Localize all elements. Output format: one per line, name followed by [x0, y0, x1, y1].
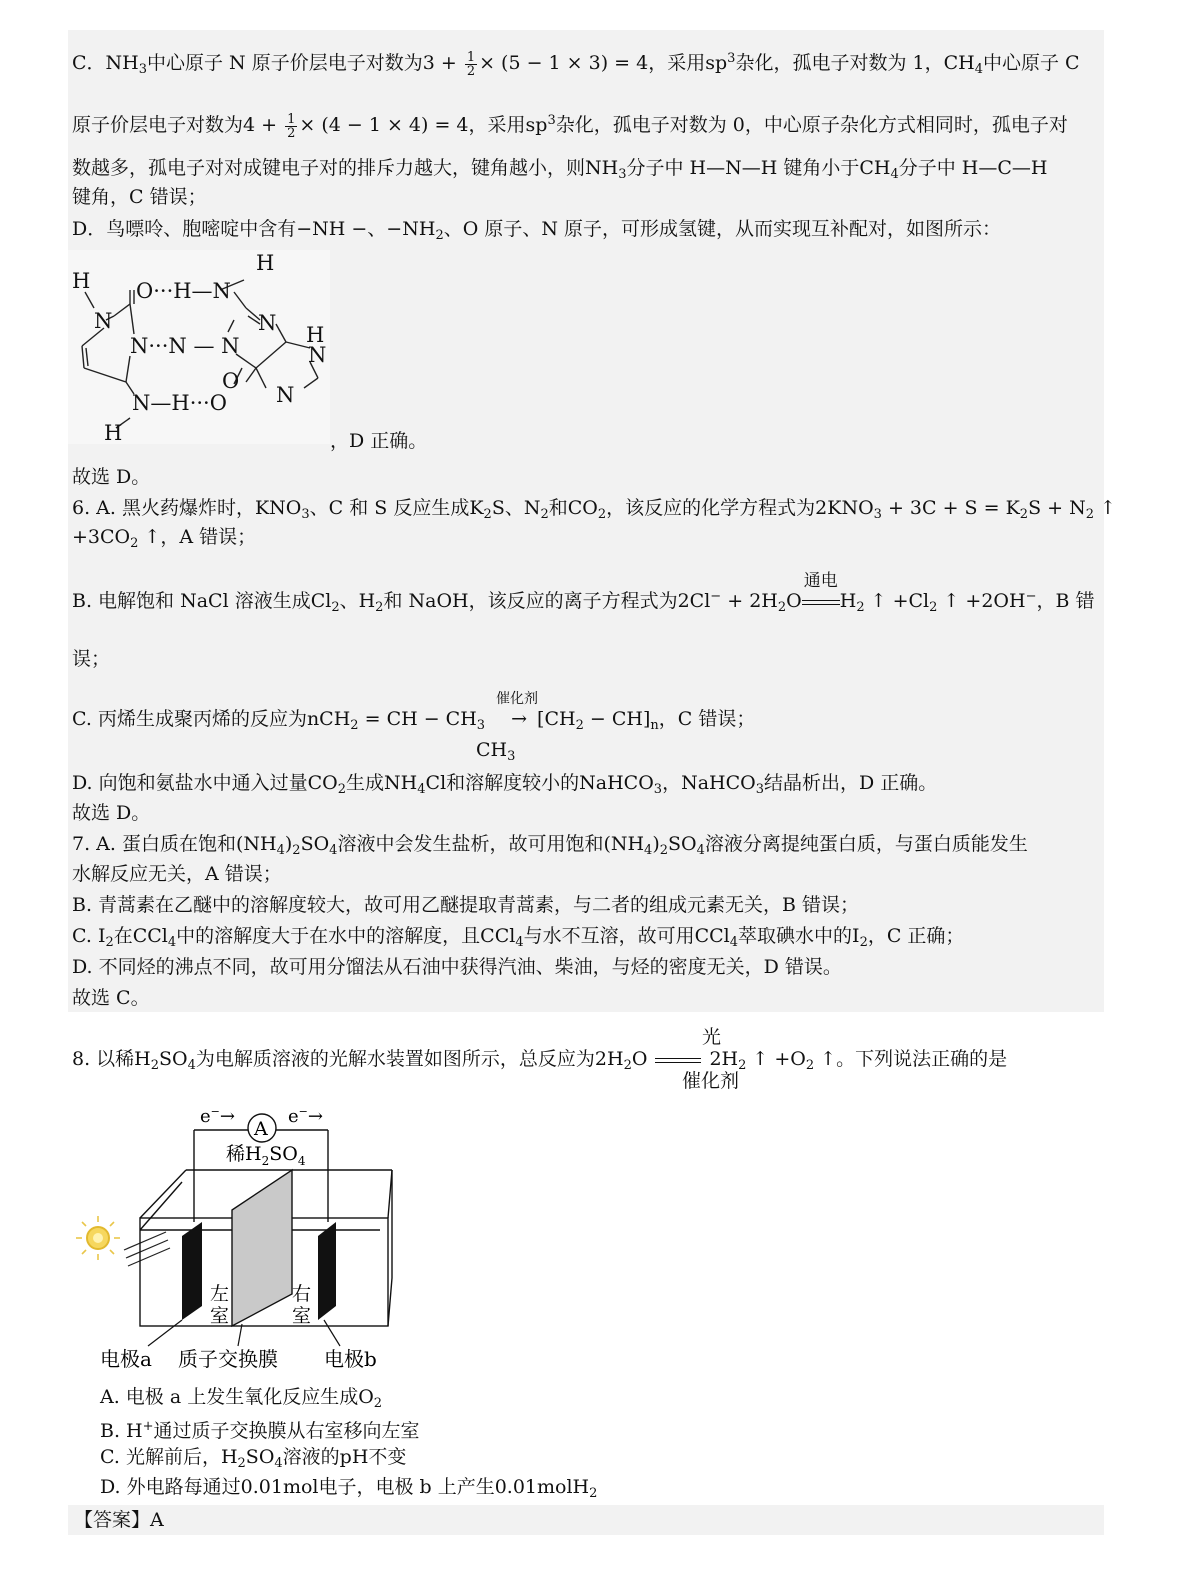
- svg-text:e−→: e−→: [288, 1105, 323, 1127]
- base-pair-figure: [68, 250, 330, 444]
- svg-text:稀H2SO4: 稀$H_2SO_4$: [226, 1143, 306, 1168]
- svg-text:N—H···O: N—H···O: [132, 391, 227, 415]
- svg-text:e−→: e−→: [200, 1105, 235, 1127]
- svg-text:O···H—N: O···H—N: [136, 279, 231, 303]
- svg-text:H: H: [104, 421, 123, 444]
- svg-text:左: 左: [210, 1283, 230, 1305]
- svg-text:A: A: [254, 1118, 268, 1140]
- svg-text:O: O: [222, 369, 240, 393]
- q8-cond-bottom: 催化剂: [682, 1070, 740, 1092]
- photolysis-apparatus-figure: [70, 1100, 410, 1380]
- fraction-half: $\frac{1}{2}$: [287, 111, 296, 141]
- q8-stem: 8. 以稀$H_2SO_4$为电解质溶液的光解水装置如图所示，总反应为$2H_2O$ $2H_2$ ↑ $+O_2$ ↑。下列说法正确的是: [72, 1048, 1008, 1073]
- q8-cond-top: 光: [702, 1026, 722, 1048]
- base-pair-structure-svg: [68, 250, 330, 444]
- svg-text:室: 室: [210, 1305, 230, 1327]
- svg-text:H: H: [306, 323, 325, 347]
- catalyst-label: 催化剂: [496, 691, 538, 707]
- q7-a-line2: 水解反应无关，A 错误；: [72, 863, 282, 885]
- q8-option-b[interactable]: B. H+通过质子交换膜从右室移向左室: [100, 1419, 420, 1442]
- q7-b-line: B. 青蒿素在乙醚中的溶解度较大，故可用乙醚提取青蒿素，与二者的组成元素无关，B 错误；: [72, 894, 860, 916]
- sun-icon: [76, 1216, 170, 1266]
- q6-c-line: C. 丙烯生成聚丙烯的反应为nCH$_2$ = CH − $CH_3 \to [CH_2 - CH]_n$，C 错误；: [72, 708, 756, 733]
- q6-d-line: D. 向饱和氨盐水中通入过量$CO_2$生成$NH_4Cl$和溶解度较小的NaHCO$_3$，NaHCO$_3$结晶析出，D 正确。: [72, 772, 938, 797]
- svg-text:N: N: [258, 311, 277, 335]
- fraction-half: $\frac{1}{2}$: [466, 49, 476, 79]
- answer-label: 【答案】A: [74, 1509, 164, 1531]
- q7-choose: 故选 C。: [72, 987, 150, 1009]
- svg-text:电极b: 电极b: [324, 1347, 377, 1371]
- c-line3: 数越多，孤电子对对成键电子对的排斥力越大，键角越小，则$NH_3$分子中 H—N—H 键角小于$CH_4$分子中 H—C—H: [72, 157, 1048, 182]
- q7-c-line: C. $I_2$在CCl$_4$中的溶解度大于在水中的溶解度，且CCl$_4$与水不互溶，故可用CCl$_4$萃取碘水中的$I_2$，C 正确；: [72, 925, 965, 950]
- svg-text:N: N: [276, 383, 295, 407]
- q7-d-line: D. 不同烃的沸点不同，故可用分馏法从石油中获得汽油、柴油，与烃的密度无关，D 错误。: [72, 956, 842, 978]
- svg-text:N···N — N: N···N — N: [130, 334, 240, 358]
- answer-background: [68, 1505, 1104, 1535]
- q6-b-line: B. 电解饱和 NaCl 溶液生成$Cl_2$、$H_2$和 NaOH，该反应的离子方程式为$2Cl^- + 2H_2O$ 通电 $H_2$ ↑ $+Cl_2$ ↑ +2OH−，B 错: [72, 571, 1095, 615]
- q8-option-d[interactable]: D. 外电路每通过0.01mol电子，电极 b 上产生0.01molH$_2$: [100, 1476, 598, 1501]
- q7-a-line1: 7. A. 蛋白质在饱和$(NH_4)_2SO_4$溶液中会发生盐析，故可用饱和$(NH_4)_2SO_4$溶液分离提纯蛋白质，与蛋白质能发生: [72, 833, 1028, 858]
- d-line: D．鸟嘌呤、胞嘧啶中含有−NH −、$-NH_2$、O 原子、N 原子，可形成氢键，从而实现互补配对，如图所示：: [72, 218, 1002, 243]
- svg-text:N: N: [94, 309, 113, 333]
- electrolysis-condition: 通电: [802, 588, 840, 614]
- svg-text:质子交换膜: 质子交换膜: [178, 1347, 278, 1371]
- q6-choose: 故选 D。: [72, 802, 151, 824]
- svg-text:右: 右: [292, 1283, 312, 1305]
- condition-bar: [655, 1058, 701, 1063]
- svg-text:电极a: 电极a: [100, 1347, 152, 1371]
- svg-text:室: 室: [292, 1305, 312, 1327]
- apparatus-svg: [70, 1100, 410, 1380]
- q6-c-ch3: $CH_3$: [476, 739, 516, 764]
- q6-a-line1: 6. A. 黑火药爆炸时，$KNO_3$、C 和 S 反应生成$K_2S$、$N_2$和$CO_2$，该反应的化学方程式为$2KNO_3 + 3C + S = K_2S + N_2$ ↑: [72, 497, 1116, 522]
- q8-option-c[interactable]: C. 光解前后，$H_2SO_4$溶液的pH不变: [100, 1446, 407, 1471]
- q6-a-line2: $+3CO_2$ ↑，A 错误；: [72, 526, 257, 551]
- q8-option-a[interactable]: A. 电极 a 上发生氧化反应生成$O_2$: [100, 1386, 383, 1411]
- choose-d-1: 故选 D。: [72, 466, 151, 488]
- q6-b-line2: 误；: [72, 648, 111, 670]
- c-nh3-line: C．$NH_3$中心原子 N 原子价层电子对数为3 + $\frac{1}{2}$ × (5 − 1 × 3) = 4，采用$sp^3$杂化，孤电子对数为 1，$CH_4$中心原子 C: [72, 49, 1080, 79]
- svg-text:N: N: [308, 343, 327, 367]
- svg-text:H: H: [256, 251, 275, 275]
- c-ch4-line: 原子价层电子对数为4 + $\frac{1}{2}$ × (4 − 1 × 4) = 4，采用$sp^3$杂化，孤电子对数为 0，中心原子杂化方式相同时，孤电子对: [72, 111, 1068, 141]
- d-correct: ，D 正确。: [330, 430, 428, 452]
- c-line4: 键角，C 错误；: [72, 186, 207, 208]
- svg-text:H: H: [72, 269, 91, 293]
